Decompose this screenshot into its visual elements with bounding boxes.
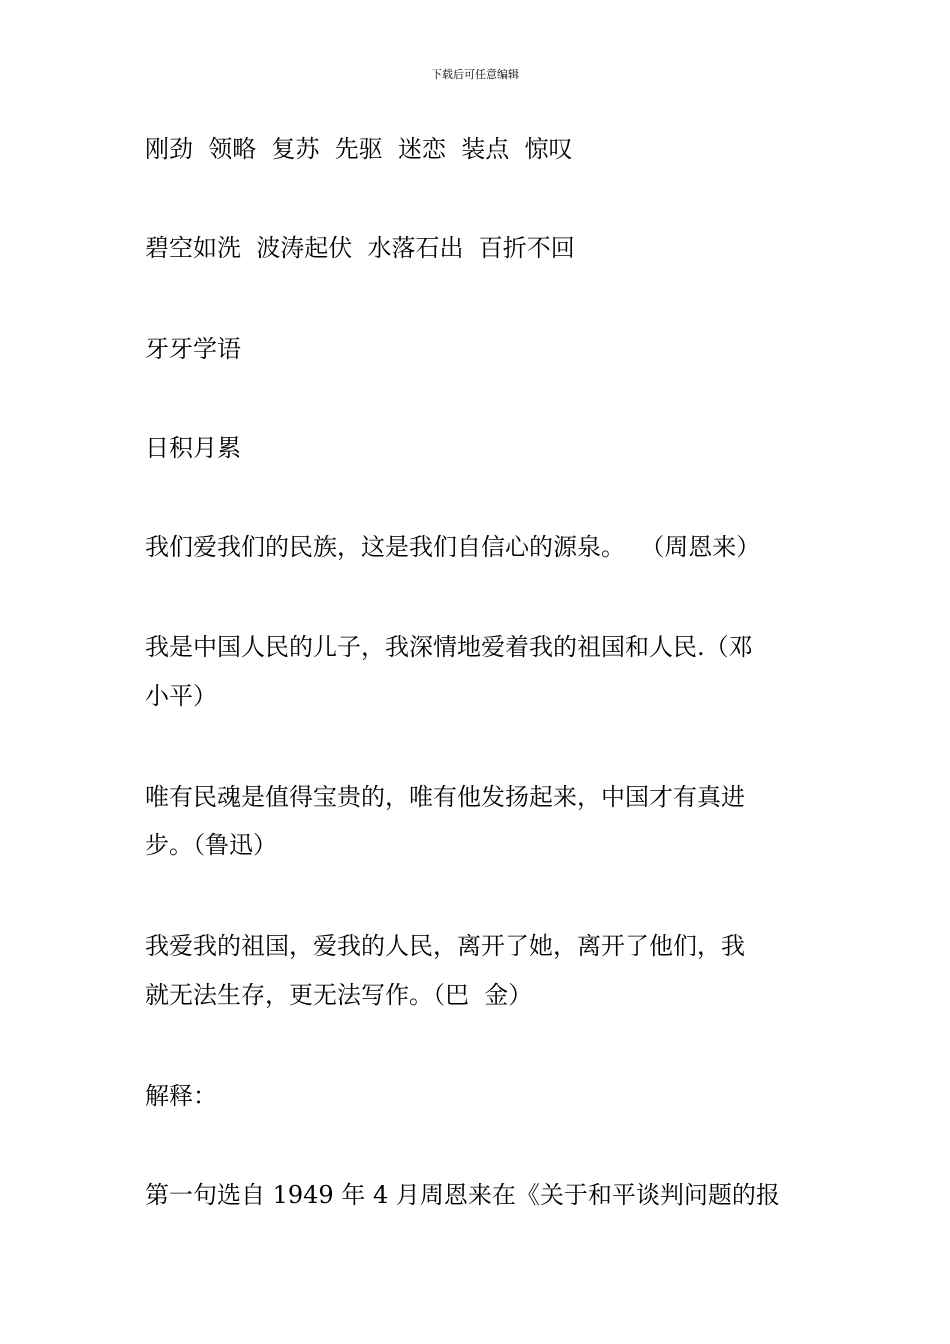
quote-1: 我们爱我们的民族，这是我们自信心的源泉。 （周恩来） (145, 533, 761, 561)
quote-3-line-1: 唯有民魂是值得宝贵的，唯有他发扬起来，中国才有真进 (145, 783, 745, 811)
quote-3-line-2: 步。（鲁迅） (145, 831, 277, 859)
quote-4-line-2: 就无法生存，更无法写作。（巴 金） (145, 981, 533, 1009)
quote-2-line-1: 我是中国人民的儿子，我深情地爱着我的祖国和人民.（邓 (145, 633, 753, 661)
vocabulary-line-1: 刚劲 领略 复苏 先驱 迷恋 装点 惊叹 (145, 135, 573, 163)
idiom-line-1: 牙牙学语 (145, 335, 241, 363)
vocabulary-line-2: 碧空如洗 波涛起伏 水落石出 百折不回 (145, 234, 575, 262)
quote-4-line-1: 我爱我的祖国，爱我的人民，离开了她，离开了他们，我 (145, 932, 745, 960)
page-header: 下载后可任意编辑 (431, 68, 519, 81)
quote-2-line-2: 小平） (145, 682, 217, 710)
explanation-heading: 解释： (145, 1082, 217, 1110)
section-heading: 日积月累 (145, 434, 241, 462)
explanation-text: 第一句选自 1949 年 4 月周恩来在《关于和平谈判问题的报 (145, 1181, 780, 1209)
